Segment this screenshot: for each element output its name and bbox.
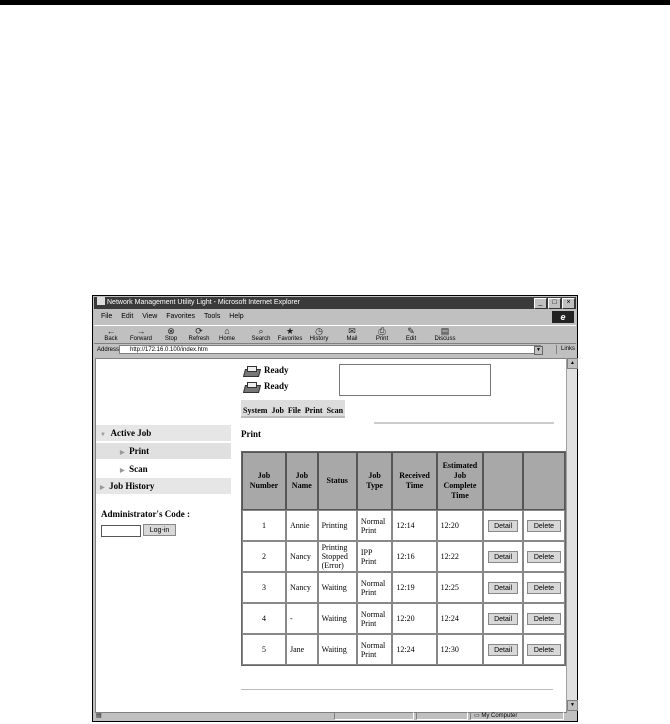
print-icon: ⎙: [378, 326, 386, 336]
admin-code-input[interactable]: [101, 525, 141, 537]
search-icon: ⌕: [258, 326, 264, 336]
detail-button[interactable]: Detail: [488, 551, 518, 563]
job-type-cell: IPP Print: [357, 541, 393, 572]
job-status-cell: Printing Stopped (Error): [318, 541, 357, 572]
status-text-2: Ready: [264, 381, 289, 391]
delete-cell: [523, 572, 565, 603]
triangle-right-icon: ▶: [120, 450, 125, 456]
triangle-right-icon: ▶: [100, 485, 105, 491]
status-text-1: Ready: [264, 365, 289, 375]
menu-help[interactable]: Help: [229, 313, 244, 320]
page-icon: ▤: [96, 713, 102, 719]
status-row-1: [243, 363, 289, 377]
maximize-button[interactable]: □: [548, 298, 561, 309]
detail-cell: [483, 634, 523, 665]
complete-time-cell: 12:24: [437, 603, 484, 634]
address-bar: [94, 344, 576, 356]
browser-window: [92, 295, 578, 722]
edit-button[interactable]: ✎ Edit: [398, 326, 424, 342]
col-job-type: Job Type: [357, 452, 393, 510]
status-cell: [334, 712, 414, 720]
delete-cell: [523, 634, 565, 665]
detail-button[interactable]: Detail: [488, 520, 518, 532]
login-button[interactable]: Log-in: [143, 524, 176, 536]
detail-button[interactable]: Detail: [488, 644, 518, 656]
content-bottom-rule: [241, 689, 553, 690]
job-type-cell: Normal Print: [357, 634, 393, 665]
mail-icon: ✉: [348, 326, 356, 336]
zone-cell: [470, 712, 564, 720]
tab-divider: [374, 422, 554, 424]
mail-button[interactable]: ✉ Mail: [339, 326, 365, 342]
job-status-cell: Waiting: [318, 572, 357, 603]
detail-cell: [483, 541, 523, 572]
search-button[interactable]: ⌕ Search: [248, 326, 274, 342]
triangle-right-icon: ▶: [120, 468, 125, 474]
forward-button[interactable]: → Forward: [129, 326, 152, 342]
complete-time-cell: 12:22: [437, 541, 484, 572]
refresh-button[interactable]: ⟳ Refresh: [186, 326, 212, 342]
ie-logo-icon: e: [552, 311, 574, 323]
address-label: Address: [97, 347, 120, 353]
job-type-cell: Normal Print: [357, 572, 393, 603]
col-delete: [523, 452, 565, 510]
job-type-cell: Normal Print: [357, 510, 393, 541]
page-view: [95, 358, 567, 713]
detail-cell: [483, 572, 523, 603]
col-detail: [483, 452, 523, 510]
job-status-cell: Waiting: [318, 603, 357, 634]
title-bar: [94, 297, 576, 309]
scroll-down-icon[interactable]: ▼: [567, 700, 578, 711]
received-time-cell: 12:20: [392, 603, 436, 634]
page-top-rule: [0, 0, 670, 5]
status-cell: [416, 712, 468, 720]
job-status-cell: Waiting: [318, 634, 357, 665]
print-button[interactable]: ⎙ Print: [369, 326, 395, 342]
job-name-cell: Annie: [286, 510, 318, 541]
delete-cell: [523, 510, 565, 541]
table-row: [242, 572, 565, 603]
ie-window-icon: [97, 297, 105, 305]
job-status-cell: Printing: [318, 510, 357, 541]
address-input[interactable]: http://172.16.0.100/index.htm: [119, 345, 541, 354]
triangle-down-icon: ▼: [100, 432, 106, 438]
detail-button[interactable]: Detail: [488, 582, 518, 594]
links-button[interactable]: Links: [556, 345, 575, 354]
discuss-button[interactable]: ▤ Discuss: [432, 326, 458, 342]
delete-cell: [523, 541, 565, 572]
complete-time-cell: 12:20: [437, 510, 484, 541]
home-icon: ⌂: [224, 326, 230, 336]
table-header-row: [242, 452, 565, 510]
delete-button[interactable]: Delete: [527, 613, 561, 625]
refresh-icon: ⟳: [195, 326, 203, 336]
table-row: [242, 510, 565, 541]
status-message-box: [339, 364, 491, 396]
job-number-cell: 2: [242, 541, 286, 572]
page-title: Print: [241, 429, 261, 439]
delete-button[interactable]: Delete: [527, 551, 561, 563]
table-row: [242, 634, 565, 665]
tab-file[interactable]: File: [287, 406, 301, 415]
table-row: [242, 603, 565, 634]
job-number-cell: 1: [242, 510, 286, 541]
nav-job-history[interactable]: ▶ Job History: [96, 478, 231, 494]
tab-job[interactable]: Job: [271, 406, 284, 415]
favorites-button[interactable]: ★ Favorites: [277, 326, 303, 342]
scanner-icon: [243, 381, 260, 392]
detail-button[interactable]: Detail: [488, 613, 518, 625]
menu-view[interactable]: View: [142, 313, 158, 320]
status-row-2: [243, 379, 289, 393]
job-number-cell: 3: [242, 572, 286, 603]
nav-print[interactable]: ▶ Print: [96, 443, 231, 459]
delete-button[interactable]: Delete: [527, 520, 561, 532]
printer-icon: [243, 365, 260, 376]
stop-button[interactable]: ⊗ Stop: [158, 326, 184, 342]
window-title: Network Management Utility Light - Microsoft Internet Explorer: [107, 299, 300, 306]
detail-cell: [483, 510, 523, 541]
col-job-number: Job Number: [242, 452, 286, 510]
tab-system[interactable]: System: [243, 406, 268, 415]
job-table: [241, 451, 566, 666]
vertical-scrollbar[interactable]: [566, 358, 577, 711]
col-estimated-complete: Estimated Job Complete Time: [437, 452, 484, 510]
detail-cell: [483, 603, 523, 634]
tab-scan[interactable]: Scan: [326, 406, 344, 415]
col-received-time: Received Time: [392, 452, 436, 510]
table-row: [242, 541, 565, 572]
stop-icon: ⊗: [167, 326, 175, 336]
tab-bar: [241, 400, 345, 418]
toolbar: [94, 325, 576, 344]
received-time-cell: 12:16: [392, 541, 436, 572]
job-name-cell: Jane: [286, 634, 318, 665]
menu-file[interactable]: File: [101, 313, 113, 320]
delete-button[interactable]: Delete: [527, 582, 561, 594]
history-icon: ◷: [315, 326, 323, 336]
job-name-cell: Nancy: [286, 541, 318, 572]
menu-favorites[interactable]: Favorites: [166, 313, 196, 320]
job-name-cell: Nancy: [286, 572, 318, 603]
nav-active-job[interactable]: ▼ Active Job: [96, 425, 231, 441]
job-type-cell: Normal Print: [357, 603, 393, 634]
back-button[interactable]: ← Back: [98, 326, 124, 342]
received-time-cell: 12:14: [392, 510, 436, 541]
admin-code-label: Administrator's Code :: [101, 509, 190, 519]
zone-text: My Computer: [481, 713, 518, 719]
received-time-cell: 12:24: [392, 634, 436, 665]
delete-cell: [523, 603, 565, 634]
home-button[interactable]: ⌂ Home: [214, 326, 240, 342]
history-button[interactable]: ◷ History: [306, 326, 332, 342]
close-button[interactable]: ×: [562, 298, 575, 309]
complete-time-cell: 12:25: [437, 572, 484, 603]
received-time-cell: 12:19: [392, 572, 436, 603]
col-status: Status: [318, 452, 357, 510]
scroll-up-icon[interactable]: ▲: [567, 358, 578, 369]
status-bar: [94, 711, 576, 721]
favorites-icon: ★: [285, 326, 295, 336]
nav-scan[interactable]: ▶ Scan: [120, 464, 148, 474]
delete-button[interactable]: Delete: [527, 644, 561, 656]
job-number-cell: 5: [242, 634, 286, 665]
job-name-cell: -: [286, 603, 318, 634]
job-number-cell: 4: [242, 603, 286, 634]
back-icon: ←: [106, 326, 116, 336]
menu-edit[interactable]: Edit: [121, 313, 134, 320]
menu-tools[interactable]: Tools: [204, 313, 221, 320]
edit-icon: ✎: [407, 326, 415, 336]
address-dropdown-icon[interactable]: ▼: [534, 346, 543, 355]
forward-icon: →: [136, 326, 146, 336]
menu-bar: [94, 310, 576, 324]
discuss-icon: ▤: [440, 326, 450, 336]
computer-icon: ▭: [474, 713, 480, 719]
tab-print[interactable]: Print: [304, 406, 323, 415]
col-job-name: Job Name: [286, 452, 318, 510]
minimize-button[interactable]: _: [534, 298, 547, 309]
complete-time-cell: 12:30: [437, 634, 484, 665]
